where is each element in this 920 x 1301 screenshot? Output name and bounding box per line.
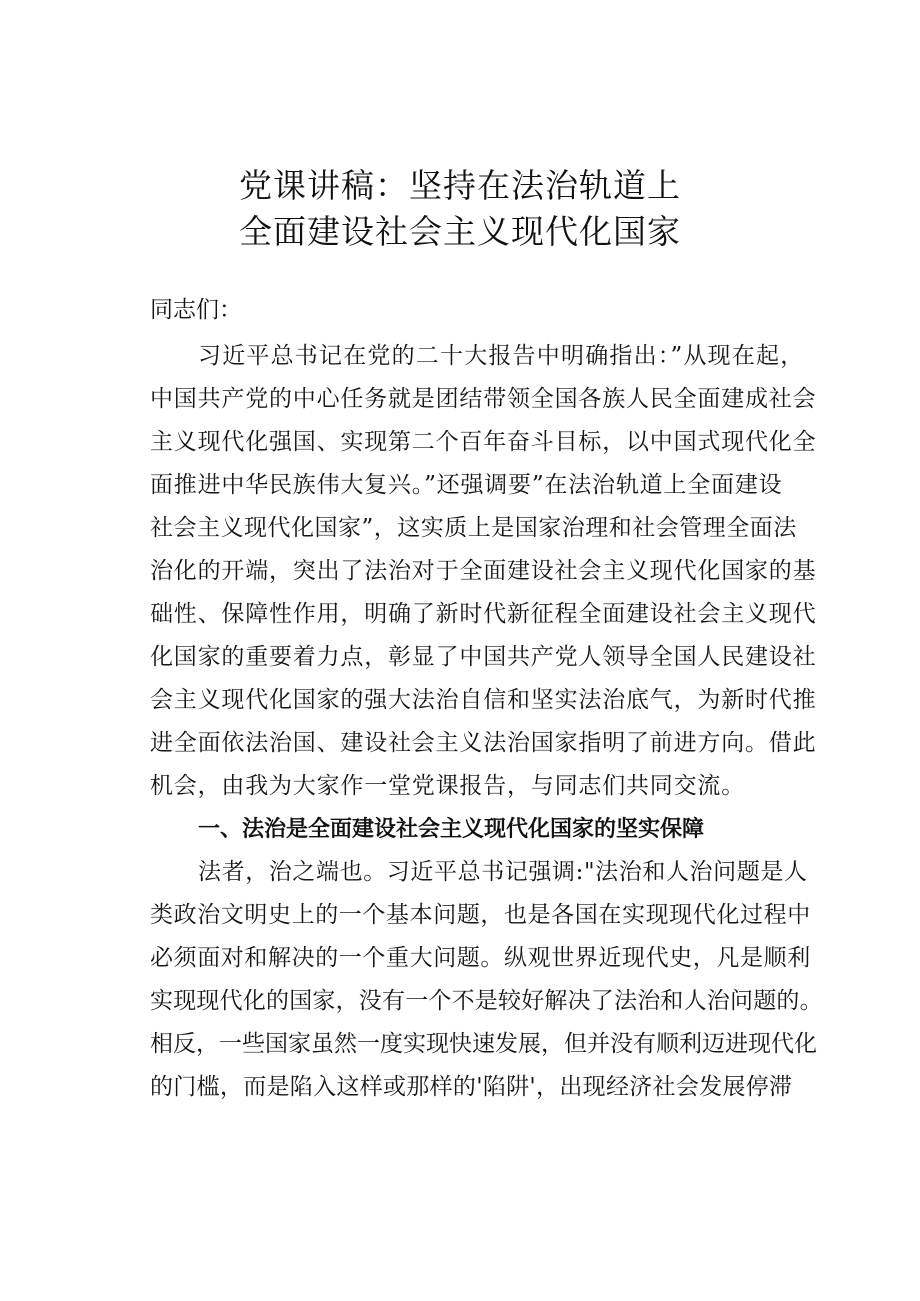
paragraph-line: 的门槛，而是陷入这样或那样的'陷阱'，出现经济社会发展停滞	[150, 1074, 793, 1100]
salutation: 同志们：	[150, 297, 242, 323]
paragraph-line: 必须面对和解决的一个重大问题。纵观世界近现代史，凡是顺利	[150, 945, 811, 971]
paragraph-line: 习近平总书记在党的二十大报告中明确指出：”从现在起，	[198, 343, 805, 369]
paragraph-line: 础性、保障性作用，明确了新时代新征程全面建设社会主义现代	[150, 601, 817, 627]
paragraph-line: 会主义现代化国家的强大法治自信和坚实法治底气，为新时代推	[150, 687, 817, 713]
paragraph-line: 中国共产党的中心任务就是团结带领全国各族人民全面建成社会	[150, 386, 817, 412]
document-title-line-2: 全面建设社会主义现代化国家	[239, 212, 681, 251]
section-heading: 一、法治是全面建设社会主义现代化国家的坚实保障	[198, 817, 705, 842]
paragraph-line: 化国家的重要着力点，彰显了中国共产党人领导全国人民建设社	[150, 644, 817, 670]
document-title-line-1: 党课讲稿：坚持在法治轨道上	[239, 166, 681, 205]
paragraph-line: 机会，由我为大家作一堂党课报告，与同志们共同交流。	[150, 773, 745, 799]
paragraph-line: 进全面依法治国、建设社会主义法治国家指明了前进方向。借此	[150, 730, 817, 756]
paragraph-line: 相反，一些国家虽然一度实现快速发展，但并没有顺利迈进现代化	[150, 1031, 817, 1057]
paragraph-line: 法者，治之端也。习近平总书记强调:"法治和人治问题是人	[198, 859, 808, 885]
paragraph-line: 治化的开端，突出了法治对于全面建设社会主义现代化国家的基	[150, 558, 817, 584]
paragraph-line: 实现现代化的国家，没有一个不是较好解决了法治和人治问题的。	[150, 988, 823, 1014]
paragraph-line: 主义现代化强国、实现第二个百年奋斗目标，以中国式现代化全	[150, 429, 817, 455]
paragraph-line: 面推进中华民族伟大复兴。”还强调要”在法治轨道上全面建设	[150, 472, 783, 498]
paragraph-line: 社会主义现代化国家”，这实质上是国家治理和社会管理全面法	[150, 515, 797, 541]
paragraph-line: 类政治文明史上的一个基本问题，也是各国在实现现代化过程中	[150, 902, 811, 928]
